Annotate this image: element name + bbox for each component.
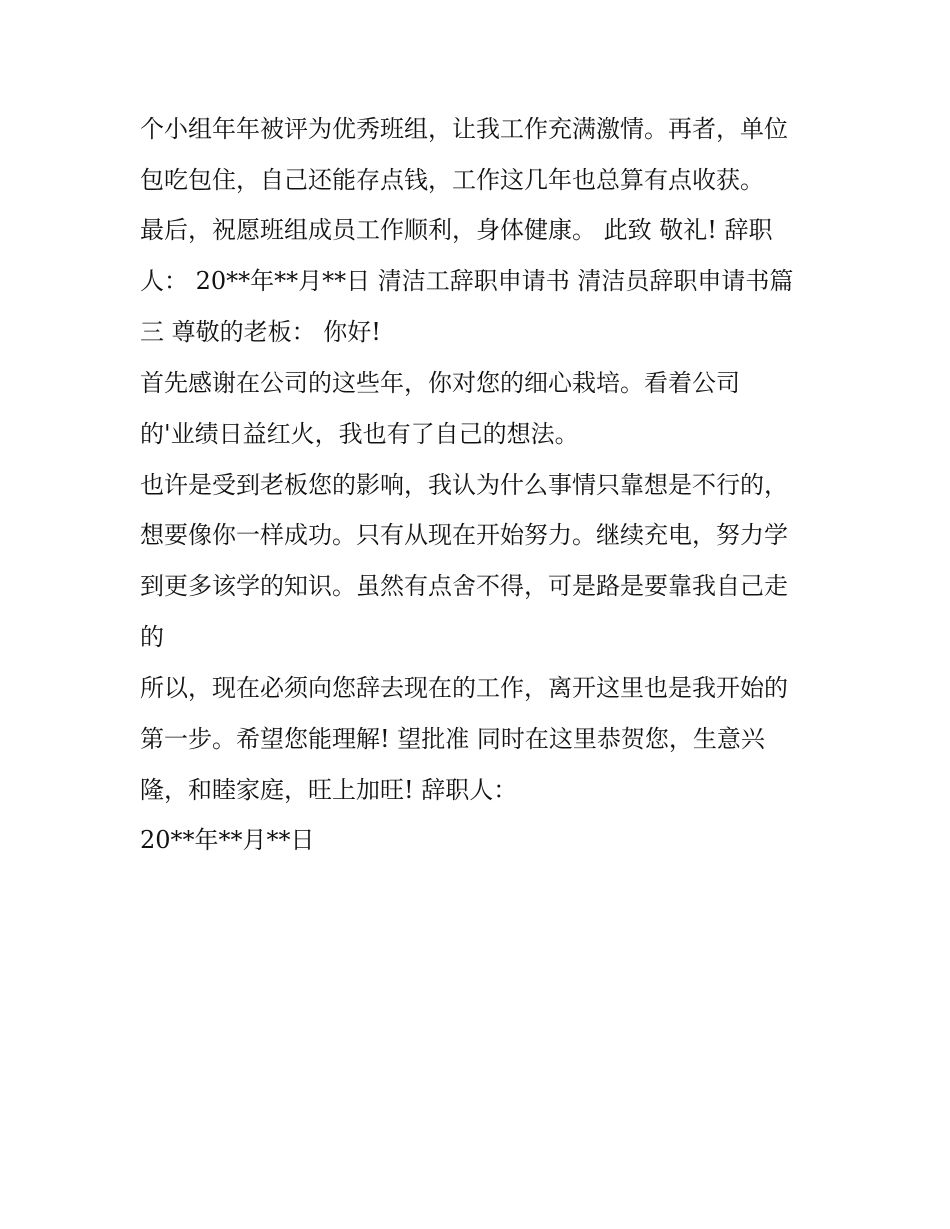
text-line: 也许是受到老板您的影响，我认为什么事情只靠想是不行的， bbox=[140, 471, 788, 499]
text-line: 三 尊敬的老板： 你好! bbox=[140, 318, 381, 346]
text-line: 的'业绩日益红火，我也有了自己的想法。 bbox=[140, 420, 579, 448]
text-line: 20**年**月**日 bbox=[140, 826, 315, 854]
text-line: 想要像你一样成功。只有从现在开始努力。继续充电，努力学 bbox=[140, 521, 788, 549]
text-line: 最后，祝愿班组成员工作顺利，身体健康。 此致 敬礼! 辞职 bbox=[140, 216, 773, 244]
text-line: 人： 20**年**月**日 清洁工辞职申请书 清洁员辞职申请书篇 bbox=[140, 267, 794, 295]
text-line: 首先感谢在公司的这些年，你对您的细心栽培。看着公司 bbox=[140, 369, 740, 397]
text-line: 包吃包住，自己还能存点钱，工作这几年也总算有点收获。 bbox=[140, 166, 764, 194]
text-line: 第一步。希望您能理解! 望批准 同时在这里恭贺您，生意兴 bbox=[140, 725, 765, 753]
text-line: 所以，现在必须向您辞去现在的工作，离开这里也是我开始的 bbox=[140, 674, 788, 702]
text-line: 个小组年年被评为优秀班组，让我工作充满激情。再者，单位 bbox=[140, 115, 788, 143]
text-line: 到更多该学的知识。虽然有点舍不得，可是路是要靠我自己走 bbox=[140, 572, 788, 600]
text-line: 隆，和睦家庭，旺上加旺! 辞职人： bbox=[140, 776, 518, 804]
text-line: 的 bbox=[140, 623, 164, 651]
